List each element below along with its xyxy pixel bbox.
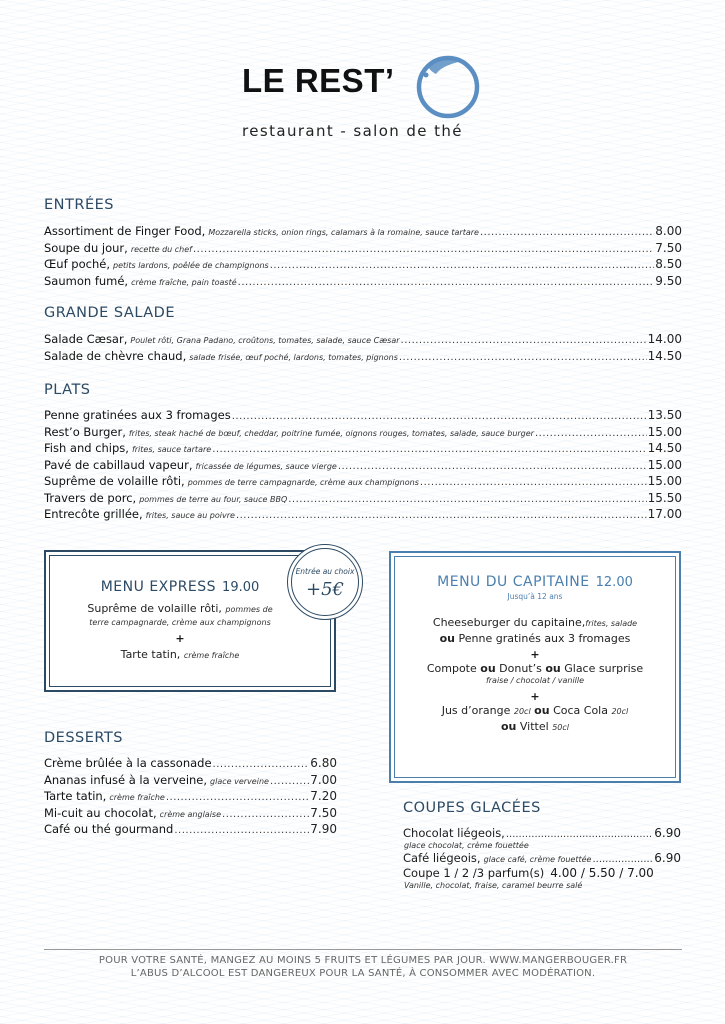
menu-item [44,772,337,789]
menu-item-description: Poulet rôti, Grana Padano, croûtons, tomates, salade, sauce Cæsar [130,336,400,345]
capitaine-plus-1: + [530,648,540,661]
menu-item [44,490,682,507]
entrees-list [44,223,682,289]
dot-leader [288,492,646,507]
footer-health-notice: POUR VOTRE SANTÉ, MANGEZ AU MOINS 5 FRUITS ET LÉGUMES PAR JOUR. WWW.MANGERBOUGER.FR [98,955,628,966]
menu-item [44,256,682,273]
menu-item-price: 7.50 [655,240,682,255]
menu-item-description: crème anglaise [159,809,222,819]
capitaine-glace-flavours: fraise / chocolat / vanille [485,676,585,685]
coupe-item-price: 6.90 [654,851,681,865]
menu-item-description: frites, sauce tartare [131,445,212,454]
menu-item-price: 15.50 [647,490,682,505]
menu-item-price: 8.50 [655,257,682,271]
coupe-item [403,826,681,841]
capitaine-compote: Compote [426,662,477,675]
menu-item [44,223,682,240]
logo-circle-icon [412,50,484,122]
menu-item [44,788,337,805]
menu-item [44,473,682,490]
menu-item-name: Café ou thé gourmand [44,822,174,836]
menu-express-price: 19.00 [222,580,260,595]
menu-item-price: 14.50 [647,441,682,455]
menu-item-price: 9.50 [655,273,682,288]
dot-leader [238,275,655,290]
menu-item-name: Saumon fumé, [44,273,129,288]
menu-item-name: Salade de chèvre chaud, [44,348,187,363]
menu-item-description: frites, sauce au poivre [145,511,235,520]
menu-item-description: pommes de terre campagnarde, crème aux champignons [187,478,419,487]
menu-item-name: Rest’o Burger, [44,424,126,439]
coupe-item-price: 4.00 / 5.50 / 7.00 [550,866,654,880]
menu-item-description: pommes de terre au four, sauce BBQ [139,494,288,504]
badge-label: Entrée au choix [295,567,355,576]
salade-list [44,331,682,364]
menu-item [44,506,682,523]
express-dish2-desc: crème fraîche [183,651,240,660]
menu-item-price: 7.50 [310,805,337,820]
menu-capitaine-age: Jusqu’à 12 ans [507,592,563,601]
menu-item-name: Ananas infusé à la verveine, [44,772,208,787]
menu-item-price: 15.00 [647,424,682,439]
entree-supplement-badge [287,544,363,620]
plats-list [44,407,682,523]
menu-capitaine-price: 12.00 [595,575,633,590]
menu-item [44,240,682,257]
section-title-plats: PLATS [44,382,91,398]
coupe-item-subtitle: glace chocolat, crème fouettée [404,841,529,850]
menu-item-name: Penne gratinées aux 3 fromages [44,408,231,422]
menu-item-price: 13.50 [647,408,682,422]
menu-item-price: 7.20 [310,789,337,803]
menu-capitaine-box [389,551,681,783]
capitaine-vittel: Vittel [519,720,549,733]
dot-leader [213,757,310,772]
dot-leader [535,426,647,441]
capitaine-line2: Penne gratinés aux 3 fromages [458,632,631,645]
express-plus: + [175,632,185,645]
menu-item [44,273,682,290]
menu-item-description: glace verveine [210,776,269,786]
menu-item-price: 8.00 [655,224,682,238]
capitaine-jus: Jus d’orange [441,704,511,717]
express-dish1-desc-a: pommes de [225,605,273,614]
dot-leader [270,258,655,273]
coupe-item-subtitle: Vanille, chocolat, fraise, caramel beurre salé [404,881,583,890]
menu-item-name: Crème brûlée à la cassonade [44,756,212,770]
menu-express-title: MENU EXPRESS [100,579,217,595]
capitaine-or-4: ou [534,704,550,717]
dot-leader [193,242,654,257]
coupe-item [403,851,681,866]
dot-leader [420,475,647,490]
dot-leader [236,508,647,523]
menu-item-description: salade frisée, œuf poché, lardons, tomates, pignons [189,352,398,362]
menu-item-name: Mi-cuit au chocolat, [44,805,157,820]
menu-item [44,407,682,424]
menu-item-name: Tarte tatin, [44,789,107,803]
menu-capitaine-title: MENU DU CAPITAINE [437,574,590,590]
dot-leader [166,790,309,805]
capitaine-jus-vol: 20cl [513,707,531,716]
footer-alcohol-notice: L’ABUS D’ALCOOL EST DANGEREUX POUR LA SANTÉ, À CONSOMMER AVEC MODÉRATION. [130,968,596,979]
menu-item [44,348,682,365]
dot-leader [222,807,309,822]
capitaine-vittel-vol: 50cl [552,723,569,732]
logo-title: LE REST’ [242,62,395,99]
capitaine-coca-vol: 20cl [611,707,629,716]
menu-item [44,821,337,838]
capitaine-donuts: Donut’s [499,662,542,675]
coupe-item-name: Chocolat liégeois, [403,826,505,840]
dot-leader [174,823,309,838]
menu-item-price: 17.00 [647,507,682,521]
menu-item-price: 15.00 [647,474,682,488]
dot-leader [401,333,647,348]
menu-item-price: 14.00 [647,332,682,346]
coupe-item-name: Café liégeois, [403,851,481,865]
menu-item-name: Salade Cæsar, [44,332,128,346]
menu-item-name: Travers de porc, [44,490,137,505]
menu-item-description: frites, steak haché de bœuf, cheddar, poitrine fumée, oignons rouges, tomates, salade, sauce burger [128,428,534,438]
section-title-entrees: ENTRÉES [44,197,114,213]
menu-item-name: Assortiment de Finger Food, [44,224,206,238]
menu-item-price: 6.80 [310,756,337,770]
capitaine-coca: Coca Cola [553,704,608,717]
capitaine-or-2: ou [480,662,496,675]
section-title-desserts: DESSERTS [44,730,123,746]
menu-item-name: Soupe du jour, [44,240,128,255]
capitaine-glace: Glace surprise [564,662,644,675]
dot-leader [270,774,309,789]
menu-item-description: recette du chef [130,244,192,254]
menu-item-name: Entrecôte grillée, [44,507,143,521]
badge-price: +5€ [306,579,344,600]
menu-item-description: Mozzarella sticks, onion rings, calamars à la romaine, sauce tartare [208,228,479,237]
capitaine-plus-2: + [530,690,540,703]
coupe-item-description: glace café, crème fouettée [483,855,592,864]
dot-leader [232,409,647,424]
menu-item [44,440,682,457]
menu-item-name: Suprême de volaille rôti, [44,474,185,488]
express-dish2: Tarte tatin, [120,648,181,661]
coupe-item-price: 6.90 [654,826,681,840]
menu-item-price: 15.00 [647,457,682,472]
menu-item-description: fricassée de légumes, sauce vierge [195,461,337,471]
menu-item-description: petits lardons, poêlée de champignons [112,261,269,270]
logo-subtitle: restaurant - salon de thé [242,122,463,140]
express-dish1: Suprême de volaille rôti, [87,602,222,615]
menu-item-price: 14.50 [647,348,682,363]
menu-item-description: crème fraîche, pain toasté [131,277,237,287]
footer-divider [44,949,682,950]
menu-item [44,331,682,348]
menu-item-description: crème fraîche [109,793,165,802]
section-title-coupes: COUPES GLACÉES [403,800,541,816]
capitaine-or-5: ou [501,720,517,733]
menu-item [44,424,682,441]
express-dish1-desc-b: terre campagnarde, crème aux champignons [89,618,271,627]
menu-item-name: Fish and chips, [44,441,129,455]
coupes-list [403,826,681,891]
dot-leader [212,442,646,457]
menu-item-name: Œuf poché, [44,257,110,271]
section-title-salade: GRANDE SALADE [44,305,175,321]
dot-leader [506,827,653,842]
capitaine-line1-desc: frites, salade [585,619,638,628]
menu-item-price: 7.00 [310,772,337,787]
capitaine-or-1: ou [439,632,456,645]
menu-item [44,805,337,822]
menu-item [44,755,337,772]
menu-item-price: 7.90 [310,822,337,836]
coupe-item [403,866,681,881]
dot-leader [592,852,653,867]
menu-item [44,457,682,474]
menu-item-name: Pavé de cabillaud vapeur, [44,457,193,472]
dot-leader [399,350,647,365]
dot-leader [338,459,647,474]
coupe-item-name: Coupe 1 / 2 /3 parfum(s) [403,866,545,880]
capitaine-line1: Cheeseburger du capitaine, [432,616,586,629]
desserts-list [44,755,337,838]
capitaine-or-3: ou [545,662,561,675]
dot-leader [480,225,654,240]
